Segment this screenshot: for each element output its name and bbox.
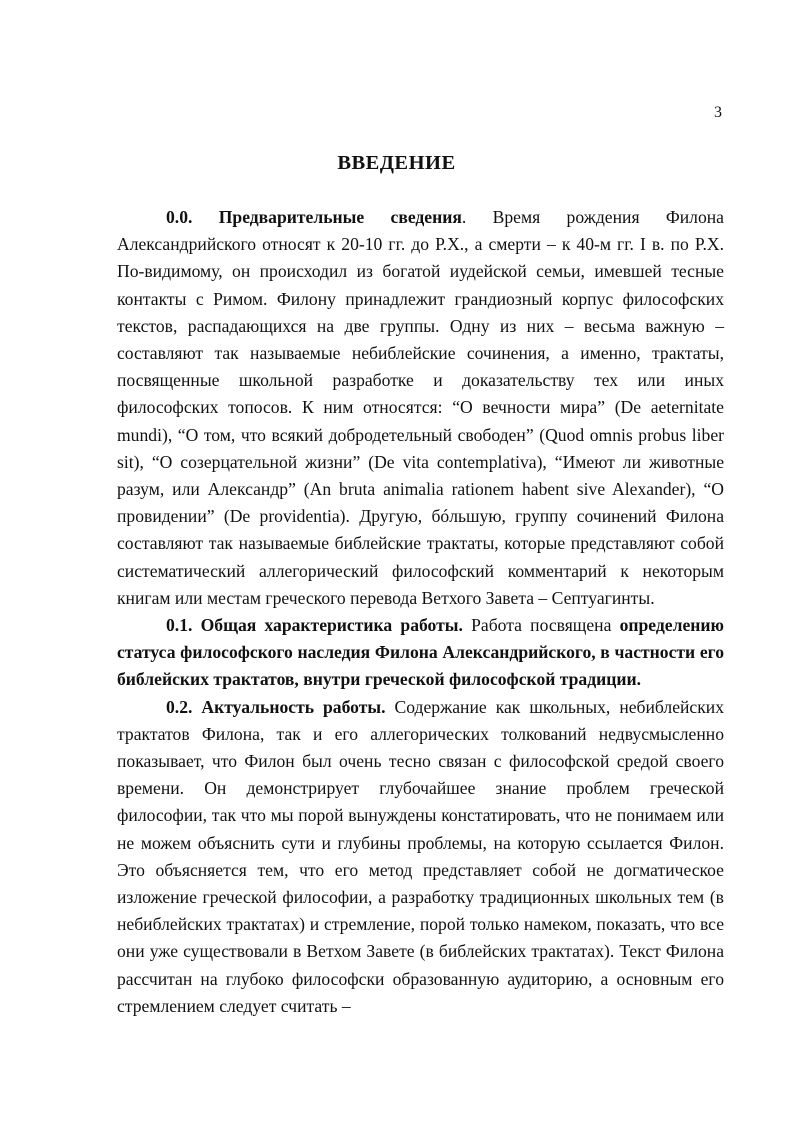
body-text xyxy=(117,204,724,1020)
section-heading: 0.0. Предварительные сведения xyxy=(166,207,462,227)
paragraph-text: Работа посвящена xyxy=(462,615,620,636)
paragraph-text: . Время рождения Филона Александрийского относят к 20-10 гг. до Р.Х., а смерти – к 40-м гг. I в. по Р.Х. По-видимому, он происходил из богатой иудейской семьи, имевшей тесные контакты с Римом. Филону принадлежит грандиозный корпус философских текстов, распадающихся на две группы. Одну из них – весьма важную – составляют так называемые небиблейские сочинения, а именно, трактаты, посвященные школьной разработке и доказательству тех или иных философских топосов. К ним относятся: “О вечности мира” (De aeternitate mundi), “О том, что всякий добродетельный свободен” (Quod omnis probus liber sit), “О созерцательной жизни” (De vita contemplativa), “Имеют ли животные разум, или Александр” (An bruta animalia rationem habent sive Alexander), “О провидении” (De providentia). Другую, бóльшую, группу сочинений Филона составляют так называемые библейские трактаты, которые представляют собой систематический аллегорический философский комментарий к некоторым книгам или местам греческого перевода Ветхого Завета – Септуагинты. xyxy=(117,207,724,608)
paragraph-preliminary xyxy=(117,204,724,612)
section-heading: 0.2. Актуальность работы. xyxy=(166,696,386,717)
page-number: 3 xyxy=(714,104,722,121)
chapter-title: ВВЕДЕНИЕ xyxy=(337,152,456,174)
section-heading: 0.1. Общая характеристика работы. xyxy=(166,615,463,636)
paragraph-relevance xyxy=(117,694,724,1020)
paragraph-bold-text: определению статуса философского наследия Филона Александрийского, в частности его библейских трактатов, внутри греческой философской традиции. xyxy=(117,615,724,690)
paragraph-text: Содержание как школьных, небиблейских трактатов Филона, так и его аллегорических толкований недвусмысленно показывает, что Филон был очень тесно связан с философской средой своего времени. Он демонстрирует глубочайшее знание проблем греческой философии, так что мы порой вынуждены констатировать, что не понимаем или не можем объяснить сути и глубины проблемы, на которую ссылается Филон. Это объясняется тем, что его метод представляет собой не догматическое изложение греческой философии, а разработку традиционных школьных тем (в небиблейских трактатах) и стремление, порой только намеком, показать, что все они уже существовали в Ветхом Завете (в библейских трактатах). Текст Филона рассчитан на глубоко философски образованную аудиторию, а основным его стремлением следует считать – xyxy=(117,696,724,1016)
paragraph-general xyxy=(117,612,724,694)
